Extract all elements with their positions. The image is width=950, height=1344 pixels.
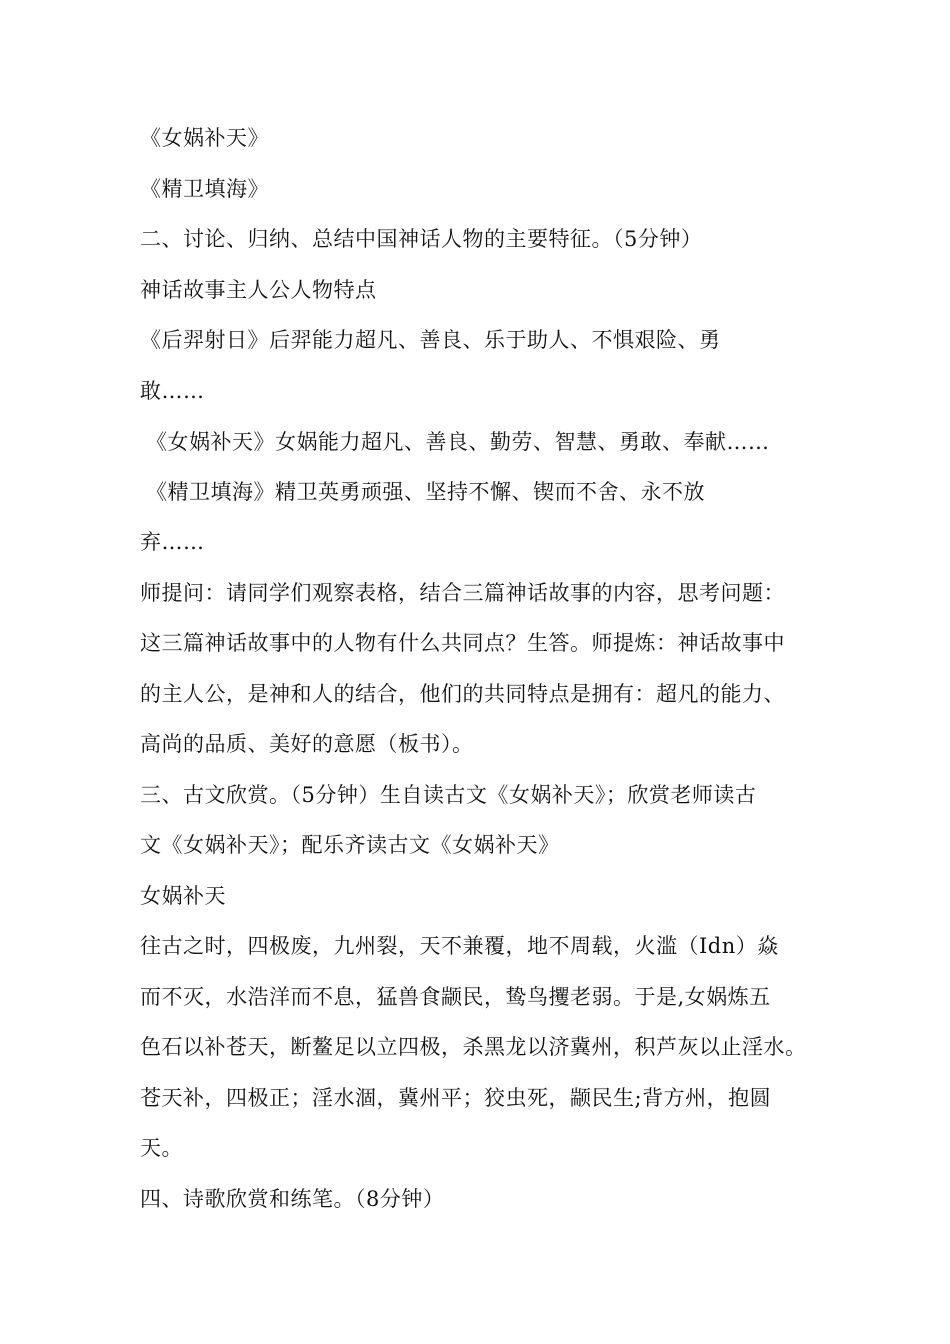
jingwei-traits-line-2: 弃…… — [140, 530, 205, 554]
classical-text-line-1: 往古之时，四极废，九州裂，天不兼覆，地不周载，火滥（Idn）焱 — [140, 934, 779, 958]
classical-text-line-3: 色石以补苍天，断鳌足以立四极，杀黑龙以济冀州，积芦灰以止淫水。 — [140, 1035, 807, 1059]
section-four-title: 四、诗歌欣赏和练笔。（8分钟） — [140, 1187, 445, 1211]
section-two-title: 二、讨论、归纳、总结中国神话人物的主要特征。（5分钟） — [140, 227, 703, 251]
classical-text-line-2: 而不灭，水浩洋而不息，猛兽食颛民，鸷鸟攫老弱。于是,女娲炼五 — [140, 985, 771, 1009]
houyi-traits-line-1: 《后羿射日》后羿能力超凡、善良、乐于助人、不惧艰险、勇 — [140, 328, 721, 352]
teacher-question-line-3: 的主人公，是神和人的结合，他们的共同特点是拥有：超凡的能力、 — [140, 682, 785, 706]
teacher-question-line-4: 高尚的品质、美好的意愿（板书）。 — [140, 732, 474, 756]
section-three-line-2: 文《女娲补天》；配乐齐读古文《女娲补天》 — [140, 833, 560, 857]
section-three-line-1: 三、古文欣赏。（5分钟）生自读古文《女娲补天》；欣赏老师读古 — [140, 783, 757, 807]
classical-text-line-4: 苍天补，四极正；淫水涸，冀州平；狡虫死，颛民生;背方州，抱圆 — [140, 1086, 772, 1110]
heading-jingwei-tianhai: 《精卫填海》 — [140, 177, 269, 201]
teacher-question-line-1: 师提问：请同学们观察表格，结合三篇神话故事的内容，思考问题： — [140, 581, 785, 605]
teacher-question-line-2: 这三篇神话故事中的人物有什么共同点？生答。师提炼：神话故事中 — [140, 631, 785, 655]
classical-text-line-5: 天。 — [140, 1136, 183, 1160]
houyi-traits-line-2: 敢…… — [140, 379, 205, 403]
heading-nuwa-butian: 《女娲补天》 — [140, 126, 269, 150]
nuwa-traits-line: 《女娲补天》女娲能力超凡、善良、勤劳、智慧、勇敢、奉献…… — [146, 430, 770, 454]
jingwei-traits-line-1: 《精卫填海》精卫英勇顽强、坚持不懈、锲而不舍、永不放 — [146, 480, 705, 504]
classical-text-title: 女娲补天 — [140, 884, 226, 908]
table-title: 神话故事主人公人物特点 — [140, 278, 377, 302]
